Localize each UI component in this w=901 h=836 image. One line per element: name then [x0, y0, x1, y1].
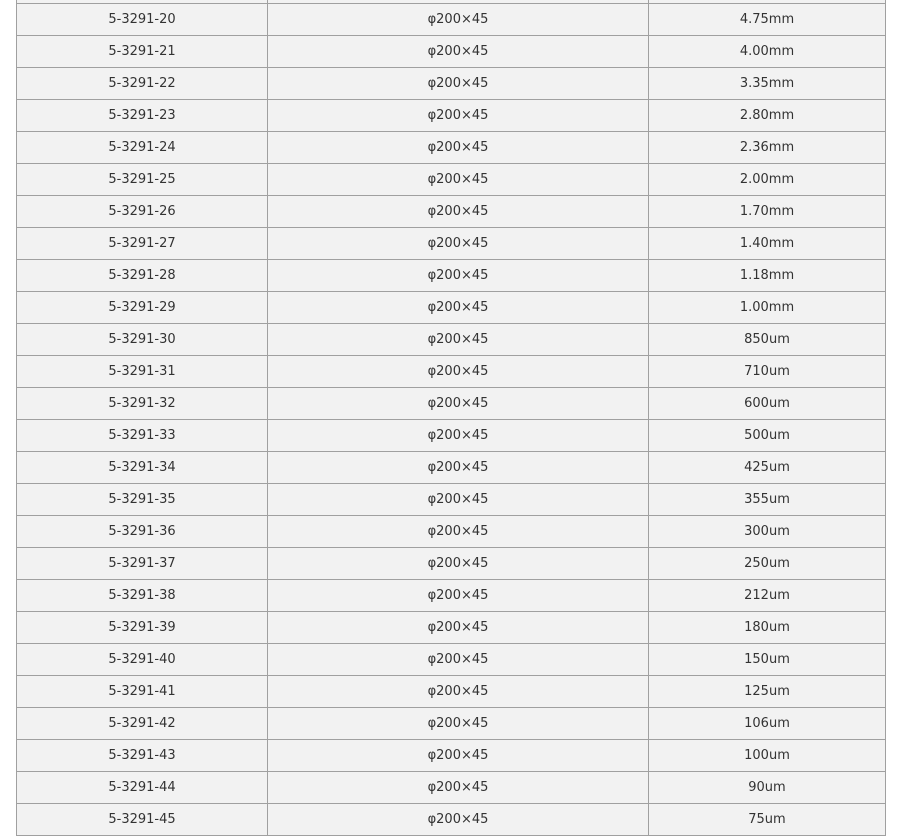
size-cell: φ200×45 — [268, 676, 649, 708]
size-cell: φ200×45 — [268, 100, 649, 132]
size-cell: φ200×45 — [268, 228, 649, 260]
table-row — [17, 196, 886, 228]
mesh-size-cell: 4.75mm — [649, 4, 886, 36]
product-code-cell: 5-3291-27 — [17, 228, 268, 260]
product-code-cell: 5-3291-28 — [17, 260, 268, 292]
size-cell: φ200×45 — [268, 4, 649, 36]
size-cell: φ200×45 — [268, 804, 649, 836]
size-cell: φ200×45 — [268, 548, 649, 580]
product-code-cell: 5-3291-36 — [17, 516, 268, 548]
mesh-size-cell: 2.36mm — [649, 132, 886, 164]
table-row — [17, 484, 886, 516]
product-code-cell: 5-3291-44 — [17, 772, 268, 804]
size-cell: φ200×45 — [268, 644, 649, 676]
table-row — [17, 164, 886, 196]
product-code-cell: 5-3291-39 — [17, 612, 268, 644]
product-code-cell: 5-3291-35 — [17, 484, 268, 516]
product-code-cell: 5-3291-22 — [17, 68, 268, 100]
table-row — [17, 676, 886, 708]
mesh-size-cell: 100um — [649, 740, 886, 772]
product-code-cell: 5-3291-31 — [17, 356, 268, 388]
table-row — [17, 580, 886, 612]
mesh-size-cell: 2.00mm — [649, 164, 886, 196]
table-row — [17, 4, 886, 36]
table-row — [17, 228, 886, 260]
mesh-size-cell: 2.80mm — [649, 100, 886, 132]
size-cell: φ200×45 — [268, 68, 649, 100]
product-code-cell: 5-3291-38 — [17, 580, 268, 612]
mesh-size-cell: 90um — [649, 772, 886, 804]
product-code-cell: 5-3291-45 — [17, 804, 268, 836]
table-row — [17, 644, 886, 676]
size-cell: φ200×45 — [268, 740, 649, 772]
product-code-cell: 5-3291-43 — [17, 740, 268, 772]
product-code-cell: 5-3291-29 — [17, 292, 268, 324]
size-cell: φ200×45 — [268, 772, 649, 804]
product-code-cell: 5-3291-42 — [17, 708, 268, 740]
mesh-size-cell: 125um — [649, 676, 886, 708]
table-row — [17, 708, 886, 740]
mesh-size-cell: 600um — [649, 388, 886, 420]
mesh-size-cell: 212um — [649, 580, 886, 612]
size-cell: φ200×45 — [268, 484, 649, 516]
table-row — [17, 132, 886, 164]
product-code-cell: 5-3291-25 — [17, 164, 268, 196]
product-code-cell: 5-3291-23 — [17, 100, 268, 132]
mesh-size-cell: 106um — [649, 708, 886, 740]
mesh-size-cell: 1.70mm — [649, 196, 886, 228]
product-code-cell: 5-3291-33 — [17, 420, 268, 452]
mesh-size-cell: 75um — [649, 804, 886, 836]
mesh-size-cell: 500um — [649, 420, 886, 452]
size-cell: φ200×45 — [268, 612, 649, 644]
table-row — [17, 452, 886, 484]
table-row — [17, 324, 886, 356]
table-row — [17, 548, 886, 580]
size-cell: φ200×45 — [268, 324, 649, 356]
table-row — [17, 100, 886, 132]
size-cell: φ200×45 — [268, 516, 649, 548]
product-code-cell: 5-3291-30 — [17, 324, 268, 356]
table-row — [17, 740, 886, 772]
product-code-cell: 5-3291-32 — [17, 388, 268, 420]
table-row — [17, 68, 886, 100]
mesh-size-cell: 1.18mm — [649, 260, 886, 292]
mesh-size-cell: 180um — [649, 612, 886, 644]
size-cell: φ200×45 — [268, 164, 649, 196]
mesh-size-cell: 710um — [649, 356, 886, 388]
size-cell: φ200×45 — [268, 132, 649, 164]
table-row — [17, 772, 886, 804]
product-code-cell: 5-3291-34 — [17, 452, 268, 484]
product-code-cell: 5-3291-37 — [17, 548, 268, 580]
table-row — [17, 260, 886, 292]
product-code-cell: 5-3291-26 — [17, 196, 268, 228]
table-row — [17, 516, 886, 548]
mesh-size-cell: 1.40mm — [649, 228, 886, 260]
mesh-size-cell: 355um — [649, 484, 886, 516]
size-cell: φ200×45 — [268, 36, 649, 68]
table-row — [17, 356, 886, 388]
mesh-size-cell: 425um — [649, 452, 886, 484]
table-row — [17, 420, 886, 452]
table-row — [17, 36, 886, 68]
size-cell: φ200×45 — [268, 452, 649, 484]
mesh-size-cell: 250um — [649, 548, 886, 580]
mesh-size-cell: 300um — [649, 516, 886, 548]
mesh-size-cell: 1.00mm — [649, 292, 886, 324]
product-code-cell: 5-3291-24 — [17, 132, 268, 164]
size-cell: φ200×45 — [268, 356, 649, 388]
product-code-cell: 5-3291-41 — [17, 676, 268, 708]
size-cell: φ200×45 — [268, 420, 649, 452]
table-body — [17, 0, 886, 836]
size-cell: φ200×45 — [268, 708, 649, 740]
table-row — [17, 388, 886, 420]
size-cell: φ200×45 — [268, 388, 649, 420]
size-cell: φ200×45 — [268, 196, 649, 228]
product-code-cell: 5-3291-21 — [17, 36, 268, 68]
mesh-size-cell: 850um — [649, 324, 886, 356]
mesh-size-cell: 4.00mm — [649, 36, 886, 68]
mesh-size-cell: 150um — [649, 644, 886, 676]
product-code-cell: 5-3291-20 — [17, 4, 268, 36]
table-row — [17, 292, 886, 324]
table-row — [17, 804, 886, 836]
table-row — [17, 612, 886, 644]
size-cell: φ200×45 — [268, 292, 649, 324]
mesh-size-cell: 3.35mm — [649, 68, 886, 100]
size-cell: φ200×45 — [268, 260, 649, 292]
product-table-container — [16, 0, 885, 836]
size-cell: φ200×45 — [268, 580, 649, 612]
product-code-cell: 5-3291-40 — [17, 644, 268, 676]
sieve-spec-table — [16, 0, 886, 836]
